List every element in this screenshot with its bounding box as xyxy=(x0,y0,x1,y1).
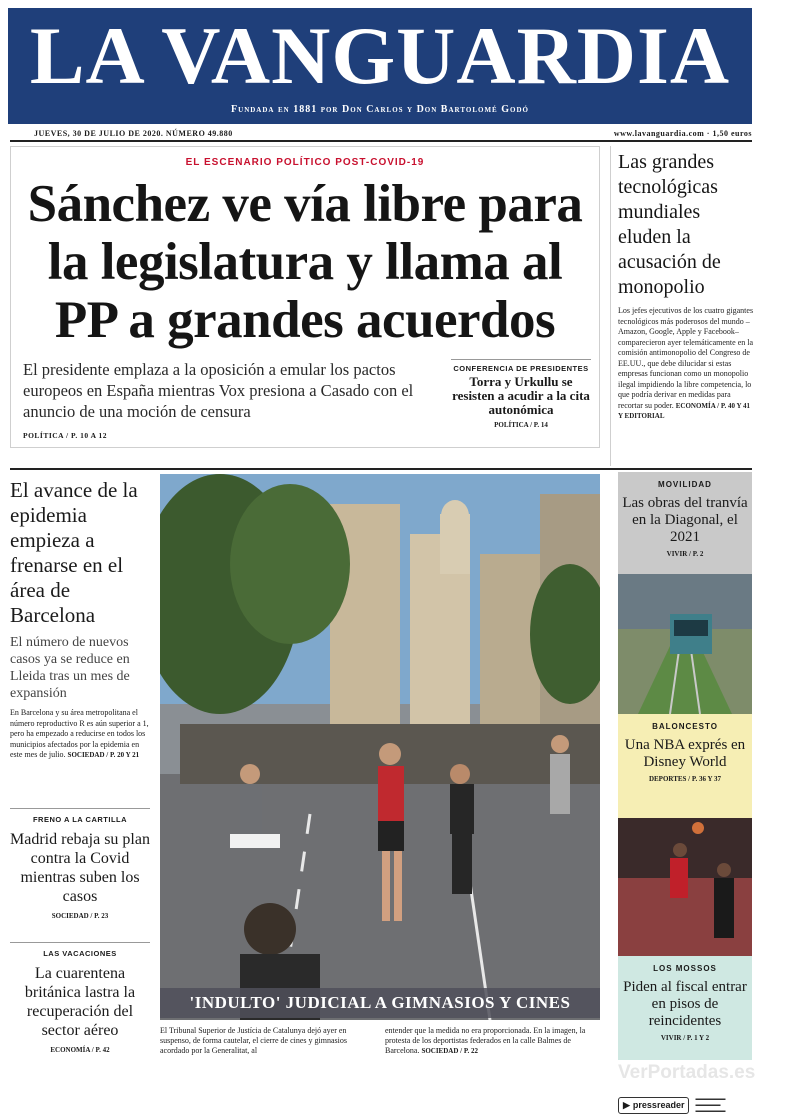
lead-side-story xyxy=(451,359,591,429)
pressreader-icon: ▶ xyxy=(623,1099,630,1110)
divider xyxy=(10,468,752,470)
mossos-box xyxy=(618,956,752,1060)
column-divider xyxy=(610,146,611,466)
tram-photo xyxy=(618,574,752,714)
madrid-section: SOCIEDAD / P. 23 xyxy=(51,912,109,920)
basketball-photo xyxy=(618,818,752,956)
founded-line: Fundada en 1881 por Don Carlos y Don Bartolomé Godó xyxy=(231,104,529,115)
side-section: POLÍTICA / P. 14 xyxy=(494,421,548,429)
madrid-headline: Madrid rebaja su plan contra la Covid mientras suben los casos xyxy=(10,831,150,905)
caption-left: El Tribunal Superior de Justícia de Catalunya dejó ayer en suspenso, de forma cautelar, el cierre de cines y gimnasios acordado por la Generalitat, al xyxy=(160,1026,347,1055)
pressreader-label: pressreader xyxy=(632,1100,685,1110)
street-protest-photo xyxy=(160,474,600,1020)
tech-story xyxy=(618,150,754,422)
basketball-image xyxy=(618,818,752,956)
vacaciones-section: ECONOMÍA / P. 42 xyxy=(50,1046,110,1054)
movilidad-tag: MOVILIDAD xyxy=(658,480,712,489)
movilidad-box xyxy=(618,472,752,574)
issue-date: JUEVES, 30 DE JULIO DE 2020. NÚMERO 49.880 xyxy=(34,129,233,138)
watermark: VerPortadas.es xyxy=(618,1062,756,1083)
epidemic-headline: El avance de la epidemia empieza a frenarse en el área de Barcelona xyxy=(10,478,138,627)
epidemic-section: SOCIEDAD / P. 20 Y 21 xyxy=(67,751,140,759)
vacaciones-tag: LAS VACACIONES xyxy=(43,949,117,958)
movilidad-section: VIVIR / P. 2 xyxy=(666,550,704,558)
madrid-story xyxy=(10,808,150,920)
tech-body-text: Los jefes ejecutivos de los cuatro gigantes tecnológicos más poderosos del mundo –Amazon, Google, Apple y Facebook– comparecieron ayer telemáticamente en la comisión antimonopolio del Congreso de EE.UU., que debe dilucidar si estas empresas funcionan como un monopolio ilegal impidiendo la libre competencia, lo que podría derivar en medidas para recortar su poder. xyxy=(618,306,754,410)
lead-story xyxy=(10,146,600,448)
tech-section: ECONOMÍA / P. 40 Y 41 Y EDITORIAL xyxy=(618,401,751,420)
mossos-headline: Piden al fiscal entrar en pisos de reincidentes xyxy=(623,979,747,1029)
side-tag: CONFERENCIA DE PRESIDENTES xyxy=(453,364,589,373)
pressreader-bar xyxy=(618,1094,796,1116)
vacaciones-headline: La cuarentena británica lastra la recuperación del sector aéreo xyxy=(24,965,136,1039)
movilidad-headline: Las obras del tranvía en la Diagonal, el 2021 xyxy=(622,495,748,545)
baloncesto-box xyxy=(618,714,752,818)
epidemic-body-text: En Barcelona y su área metropolitana el número reproductivo R es aún superior a 1, pero ha empezado a reducirse en todos los municipios afectados por la epidemia en este mes de julio. xyxy=(10,708,149,759)
mossos-tag: LOS MOSSOS xyxy=(653,964,717,973)
tram-image xyxy=(618,574,752,714)
baloncesto-section: DEPORTES / P. 36 Y 37 xyxy=(648,775,722,783)
tech-body xyxy=(618,306,754,422)
dateline xyxy=(34,129,752,138)
caption-right-text: entender que la medida no era proporcionada. En la imagen, la protesta de los deportistas federados en la calle Balmes de Barcelona. xyxy=(385,1026,586,1055)
caption-right xyxy=(385,1026,600,1056)
photo-banner: 'INDULTO' JUDICIAL A GIMNASIOS Y CINES xyxy=(160,988,600,1018)
lead-kicker: EL ESCENARIO POLÍTICO POST-COVID-19 xyxy=(185,157,425,168)
side-headline: Torra y Urkullu se resisten a acudir a la cita autonómica xyxy=(452,374,590,417)
masthead xyxy=(8,8,752,124)
mossos-section: VIVIR / P. 1 Y 2 xyxy=(660,1034,710,1042)
lead-section: POLÍTICA / P. 10 A 12 xyxy=(23,431,107,440)
lead-subhead: El presidente emplaza a la oposición a emular los pactos europeos en España mientras Vox presiona a Casado con el anuncio de una moción de censura xyxy=(23,360,414,421)
epidemic-story xyxy=(10,478,150,761)
epidemic-dek: El número de nuevos casos ya se reduce en Lleida tras un mes de expansión xyxy=(10,635,130,701)
photo-caption xyxy=(160,1026,600,1056)
baloncesto-tag: BALONCESTO xyxy=(652,722,718,731)
madrid-tag: FRENO A LA CARTILLA xyxy=(32,815,128,824)
pressreader-logo xyxy=(618,1097,689,1114)
tech-headline: Las grandes tecnológicas mundiales eluden la acusación de monopolio xyxy=(618,151,721,298)
divider xyxy=(10,140,752,142)
epidemic-body xyxy=(10,708,150,761)
main-photo xyxy=(160,474,600,1020)
newspaper-title: LA VANGUARDIA xyxy=(29,10,731,101)
website-price: www.lavanguardia.com · 1,50 euros xyxy=(613,129,752,138)
vacaciones-story xyxy=(10,942,150,1054)
baloncesto-headline: Una NBA exprés en Disney World xyxy=(624,737,746,770)
lead-headline: Sánchez ve vía libre para la legislatura y llama al PP a grandes acuerdos xyxy=(27,175,583,349)
fine-print: ▬▬▬▬▬▬ ▬▬▬▬▬ ▬▬▬▬▬▬ xyxy=(695,1096,726,1114)
caption-section: SOCIEDAD / P. 22 xyxy=(421,1047,478,1055)
